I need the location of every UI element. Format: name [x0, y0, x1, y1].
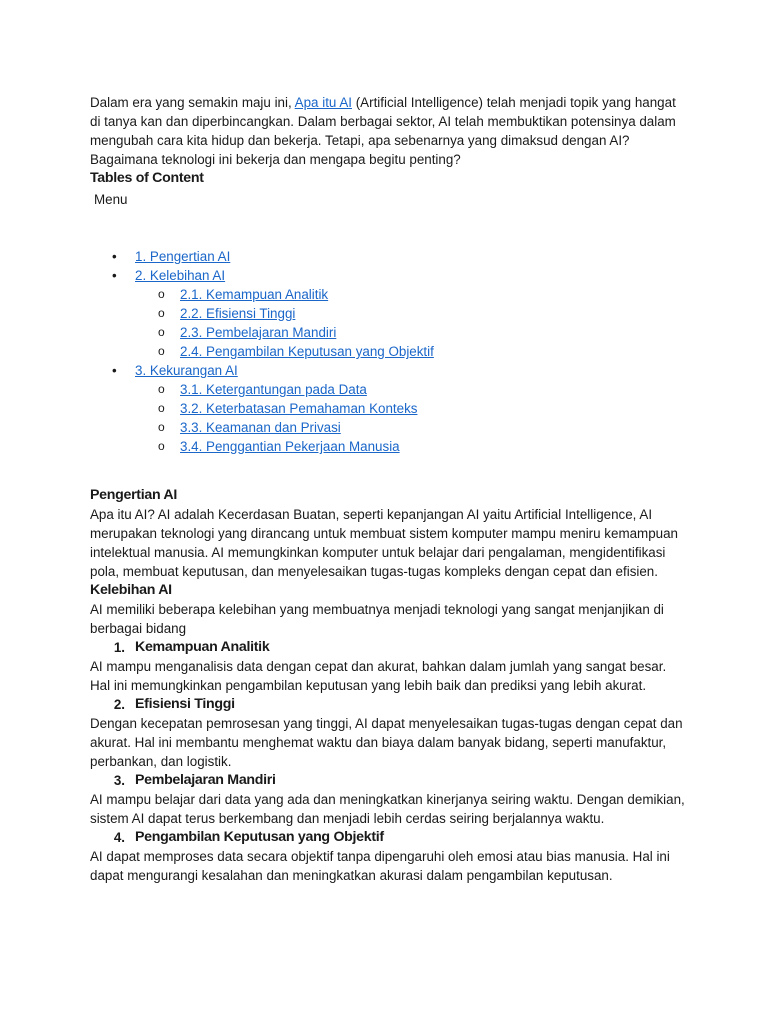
subsection-body: AI mampu belajar dari data yang ada dan meningkatkan kinerjanya seiring waktu. Dengan demikian, sistem AI dapat terus berkembang dan menjadi lebih cerdas seiring berjalannya waktu. [90, 792, 685, 826]
bullet-icon: • [112, 268, 117, 283]
intro-paragraph [90, 93, 685, 169]
toc-subitem [90, 285, 685, 304]
section-body-pengertian: Apa itu AI? AI adalah Kecerdasan Buatan, seperti kepanjangan AI yaitu Artificial Intelligence, AI merupakan teknologi yang dirancang untuk membuat sistem komputer mampu meniru kemampuan intelektual manusia. AI memungkinkan komputer untuk belajar dari pengalaman, mengidentifikasi pola, membuat keputusan, dan menyelesaikan tugas-tugas kompleks dengan cepat dan efisien. [90, 507, 678, 579]
toc-link-keamanan-privasi[interactable]: 3.3. Keamanan dan Privasi [180, 420, 341, 435]
apa-itu-ai-link[interactable]: Apa itu AI [294, 95, 352, 110]
toc-subitem [90, 399, 685, 418]
circle-bullet-icon: o [158, 306, 165, 320]
toc-link-kemampuan-analitik[interactable]: 2.1. Kemampuan Analitik [180, 287, 329, 302]
section-heading-kelebihan: Kelebihan AI [90, 582, 172, 598]
toc-subitem [90, 380, 685, 399]
toc-link-keterbatasan-konteks[interactable]: 3.2. Keterbatasan Pemahaman Konteks [180, 401, 418, 416]
circle-bullet-icon: o [158, 401, 165, 415]
subsection-body: AI dapat memproses data secara objektif tanpa dipengaruhi oleh emosi atau bias manusia. Hal ini dapat mengurangi kesalahan dan meningkatkan akurasi dalam pengambilan keputusan. [90, 849, 670, 883]
spacer [90, 456, 685, 486]
circle-bullet-icon: o [158, 420, 165, 434]
article-content [90, 93, 685, 885]
toc-item [90, 361, 685, 380]
subheading-efisiensi-tinggi: Efisiensi Tinggi [135, 696, 235, 712]
table-of-contents [90, 247, 685, 456]
toc-subitem [90, 304, 685, 323]
section-heading-pengertian: Pengertian AI [90, 487, 178, 503]
subsection-body: Dengan kecepatan pemrosesan yang tinggi, AI dapat menyelesaikan tugas-tugas dengan cepat dan akurat. Hal ini membantu menghemat waktu dan biaya dalam banyak bidang, seperti manufaktur, perbankan, dan logistik. [90, 716, 683, 769]
toc-subitem [90, 342, 685, 361]
toc-link-penggantian-pekerjaan[interactable]: 3.4. Penggantian Pekerjaan Manusia [180, 439, 400, 454]
numbered-heading [90, 771, 685, 790]
toc-subitem [90, 418, 685, 437]
intro-text: Dalam era yang semakin maju ini, [90, 95, 295, 110]
toc-link-ketergantungan-data[interactable]: 3.1. Ketergantungan pada Data [180, 382, 367, 397]
intro-text-continued: (Artificial Intelligence) telah menjadi topik yang hangat di tanya kan dan diperbincangkan. Dalam berbagai sektor, AI telah membuktikan potensinya dalam mengubah cara kita hidup dan bekerja. Tetapi, apa sebenarnya yang dimaksud dengan AI? Bagaimana teknologi ini bekerja dan mengapa begitu penting? [90, 95, 676, 167]
toc-item [90, 266, 685, 285]
toc-item [90, 247, 685, 266]
toc-subitem [90, 323, 685, 342]
circle-bullet-icon: o [158, 344, 165, 358]
circle-bullet-icon: o [158, 325, 165, 339]
toc-link-efisiensi-tinggi[interactable]: 2.2. Efisiensi Tinggi [180, 306, 296, 321]
subsection-body: AI mampu menganalisis data dengan cepat dan akurat, bahkan dalam jumlah yang sangat besar. Hal ini memungkinkan pengambilan keputusan yang lebih baik dan prediksi yang lebih akurat. [90, 659, 667, 693]
numbered-heading [90, 828, 685, 847]
bullet-icon: • [112, 363, 117, 378]
toc-link-kekurangan[interactable]: 3. Kekurangan AI [135, 363, 238, 378]
circle-bullet-icon: o [158, 439, 165, 453]
toc-link-pembelajaran-mandiri[interactable]: 2.3. Pembelajaran Mandiri [180, 325, 337, 340]
toc-title: Tables of Content [90, 170, 204, 186]
numbered-heading [90, 638, 685, 657]
section-body-kelebihan: AI memiliki beberapa kelebihan yang membuatnya menjadi teknologi yang sangat menjanjikan di berbagai bidang [90, 602, 664, 636]
subheading-pembelajaran-mandiri: Pembelajaran Mandiri [135, 772, 276, 788]
circle-bullet-icon: o [158, 382, 165, 396]
subheading-kemampuan-analitik: Kemampuan Analitik [135, 639, 270, 655]
toc-menu-label[interactable]: Menu [94, 192, 128, 207]
numbered-heading [90, 695, 685, 714]
list-number: 2. [113, 697, 125, 712]
circle-bullet-icon: o [158, 287, 165, 301]
list-number: 3. [113, 773, 125, 788]
subheading-pengambilan-keputusan: Pengambilan Keputusan yang Objektif [135, 829, 384, 845]
toc-link-kelebihan[interactable]: 2. Kelebihan AI [135, 268, 226, 283]
toc-link-pengertian[interactable]: 1. Pengertian AI [135, 249, 231, 264]
bullet-icon: • [112, 249, 117, 264]
list-number: 1. [113, 640, 125, 655]
toc-subitem [90, 437, 685, 456]
toc-link-pengambilan-keputusan[interactable]: 2.4. Pengambilan Keputusan yang Objektif [180, 344, 434, 359]
list-number: 4. [113, 830, 125, 845]
